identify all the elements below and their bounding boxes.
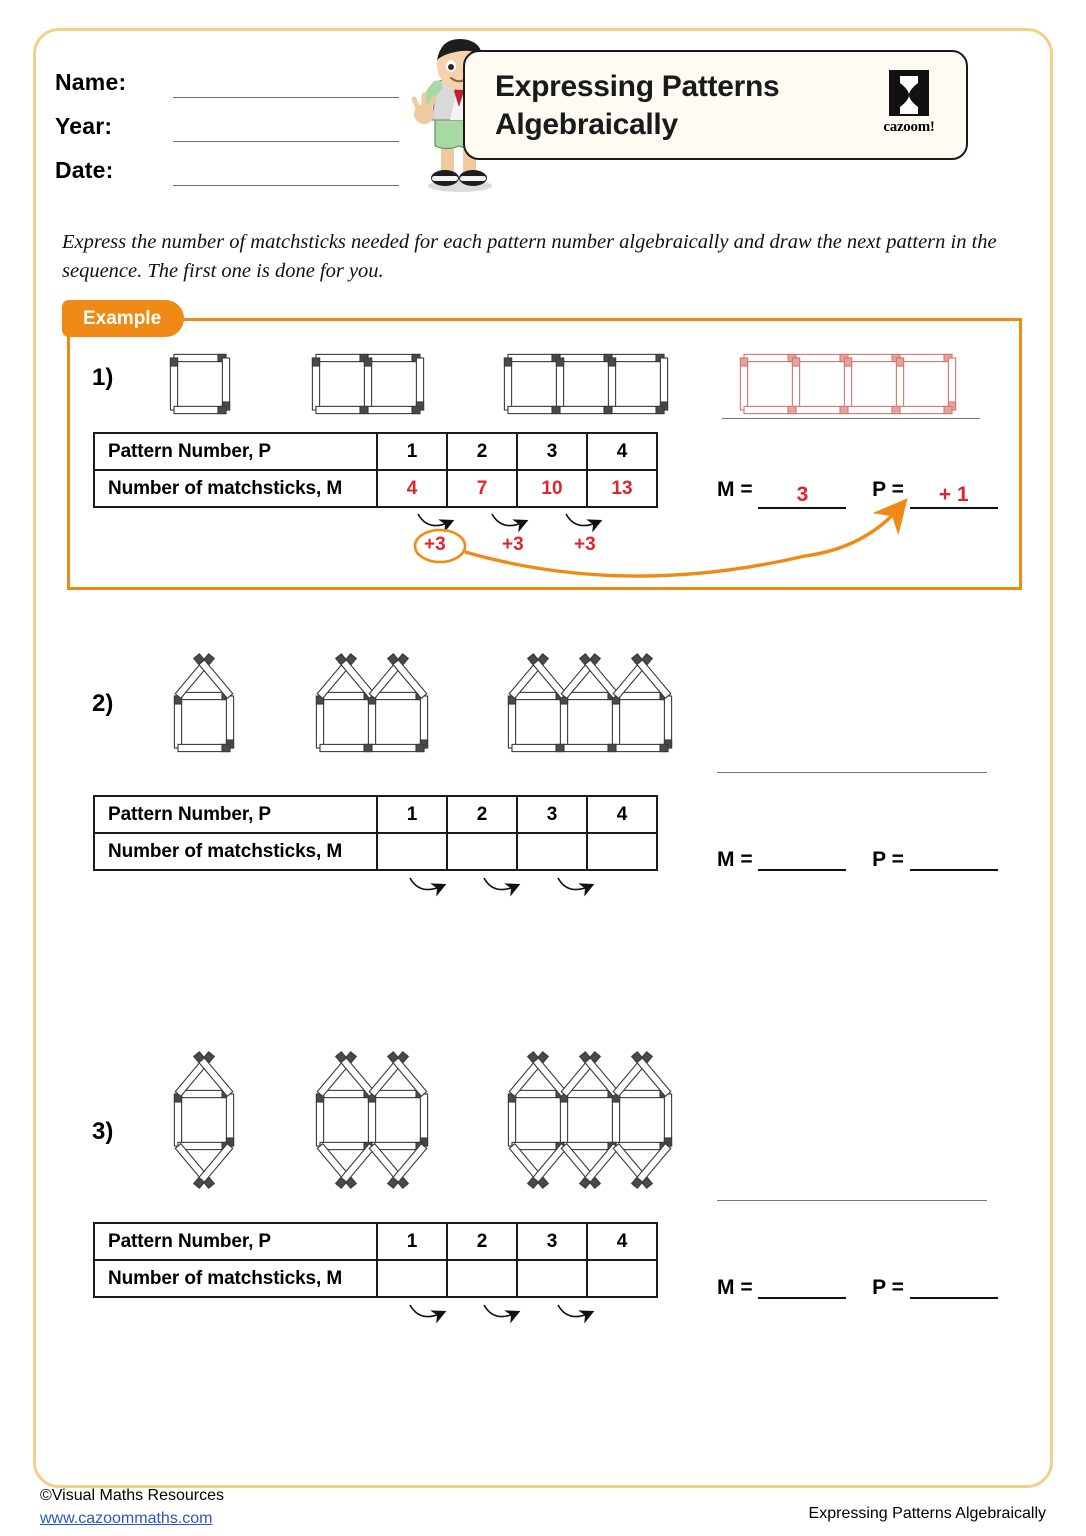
page-title bbox=[495, 68, 845, 144]
matchstick-count-3[interactable] bbox=[517, 1260, 587, 1297]
m-value[interactable]: 3 bbox=[758, 483, 846, 509]
pattern-number-2: 2 bbox=[447, 433, 517, 470]
table-row bbox=[94, 1223, 657, 1260]
copyright-text: ©Visual Maths Resources bbox=[40, 1487, 225, 1504]
pattern-number-label: Pattern Number, P bbox=[94, 433, 377, 470]
name-label: Name: bbox=[55, 69, 127, 95]
question-number-2: 2) bbox=[92, 690, 114, 717]
pattern-number-1: 1 bbox=[377, 433, 447, 470]
year-label: Year: bbox=[55, 113, 113, 139]
pattern-number-label: Pattern Number, P bbox=[94, 1223, 377, 1260]
example-answer-drawing-line bbox=[722, 418, 980, 419]
pattern-number-3: 3 bbox=[517, 433, 587, 470]
question-3-drawing-line[interactable] bbox=[717, 1200, 987, 1201]
matchstick-count-2: 7 bbox=[447, 470, 517, 507]
table-row bbox=[94, 433, 657, 470]
matchstick-count-1[interactable] bbox=[377, 833, 447, 870]
question-3-answer-row bbox=[717, 1276, 998, 1300]
pattern-number-4: 4 bbox=[587, 796, 657, 833]
difference-label-2: +3 bbox=[502, 534, 524, 555]
matchstick-count-4[interactable] bbox=[587, 1260, 657, 1297]
m-value[interactable] bbox=[758, 1297, 846, 1299]
pattern-number-2: 2 bbox=[447, 796, 517, 833]
matchstick-count-4: 13 bbox=[587, 470, 657, 507]
m-label: M = bbox=[717, 1276, 753, 1299]
example-answer-row bbox=[717, 478, 998, 509]
matchstick-count-label: Number of matchsticks, M bbox=[94, 470, 377, 507]
table-row bbox=[94, 1260, 657, 1297]
m-value[interactable] bbox=[758, 869, 846, 871]
pattern-number-4: 4 bbox=[587, 1223, 657, 1260]
instructions-text: Express the number of matchsticks needed for each pattern number algebraically and draw the next pattern in the sequence. The first one is done for you. bbox=[62, 231, 997, 283]
question-number-3: 3) bbox=[92, 1118, 114, 1145]
table-row bbox=[94, 796, 657, 833]
p-label: P = bbox=[872, 848, 904, 871]
year-input-line[interactable] bbox=[173, 141, 399, 142]
pattern-number-4: 4 bbox=[587, 433, 657, 470]
pattern-number-1: 1 bbox=[377, 796, 447, 833]
footer-left bbox=[40, 1484, 224, 1530]
cazoom-logo bbox=[874, 70, 944, 144]
matchstick-count-1: 4 bbox=[377, 470, 447, 507]
question-2-drawing-line[interactable] bbox=[717, 772, 987, 773]
website-link[interactable]: www.cazoommaths.com bbox=[40, 1510, 213, 1528]
question-2-answer-row bbox=[717, 848, 998, 872]
p-label: P = bbox=[872, 478, 904, 501]
page-title-line1: Expressing Patterns bbox=[495, 70, 780, 103]
example-table bbox=[93, 432, 658, 508]
question-number-1: 1) bbox=[92, 364, 114, 391]
matchstick-count-3[interactable] bbox=[517, 833, 587, 870]
table-row bbox=[94, 833, 657, 870]
matchstick-count-1[interactable] bbox=[377, 1260, 447, 1297]
p-value[interactable]: + 1 bbox=[910, 483, 998, 509]
matchstick-count-3: 10 bbox=[517, 470, 587, 507]
matchstick-count-label: Number of matchsticks, M bbox=[94, 1260, 377, 1297]
pattern-number-3: 3 bbox=[517, 1223, 587, 1260]
m-label: M = bbox=[717, 478, 753, 501]
p-label: P = bbox=[872, 1276, 904, 1299]
date-label: Date: bbox=[55, 157, 114, 183]
title-card bbox=[463, 50, 968, 160]
hourglass-icon bbox=[889, 70, 929, 116]
page-title-line2: Algebraically bbox=[495, 108, 678, 142]
m-label: M = bbox=[717, 848, 753, 871]
question-3-table bbox=[93, 1222, 658, 1298]
difference-label-3: +3 bbox=[574, 534, 596, 555]
pattern-number-2: 2 bbox=[447, 1223, 517, 1260]
date-input-line[interactable] bbox=[173, 185, 399, 186]
matchstick-count-2[interactable] bbox=[447, 1260, 517, 1297]
footer-sheet-title: Expressing Patterns Algebraically bbox=[808, 1505, 1046, 1522]
p-value[interactable] bbox=[910, 869, 998, 871]
matchstick-count-4[interactable] bbox=[587, 833, 657, 870]
pattern-number-label: Pattern Number, P bbox=[94, 796, 377, 833]
matchstick-count-2[interactable] bbox=[447, 833, 517, 870]
table-row bbox=[94, 470, 657, 507]
pattern-number-3: 3 bbox=[517, 796, 587, 833]
question-2-table bbox=[93, 795, 658, 871]
matchstick-count-label: Number of matchsticks, M bbox=[94, 833, 377, 870]
difference-label-1: +3 bbox=[424, 534, 446, 555]
example-tab-label: Example bbox=[62, 300, 184, 337]
pattern-number-1: 1 bbox=[377, 1223, 447, 1260]
logo-wordmark: cazoom! bbox=[883, 119, 935, 135]
name-input-line[interactable] bbox=[173, 97, 399, 98]
p-value[interactable] bbox=[910, 1297, 998, 1299]
